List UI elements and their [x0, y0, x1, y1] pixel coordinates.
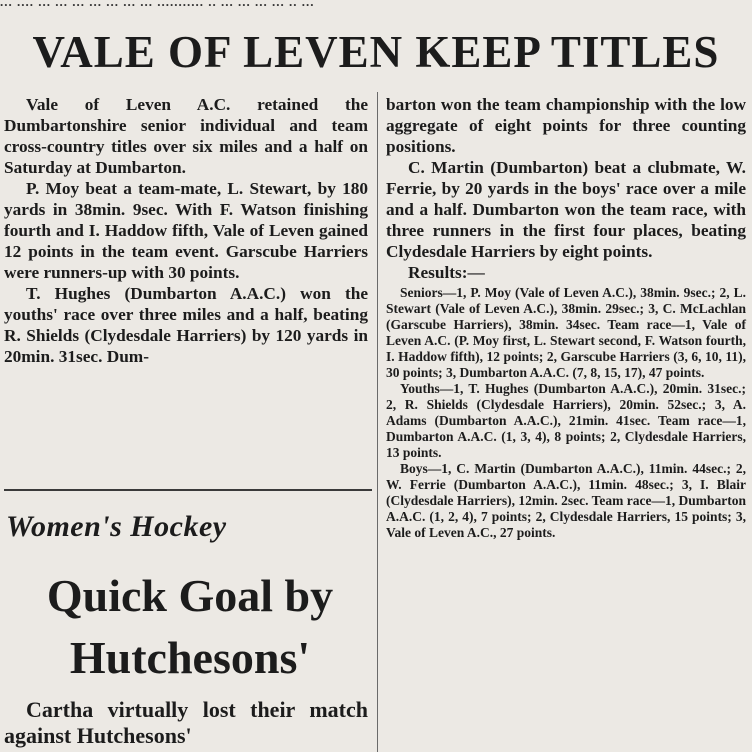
article-paragraph: P. Moy beat a team-mate, L. Stewart, by 180 yards in 38min. 9sec. With F. Watson finishing fourth and I. Haddow fifth, Vale of Leven gained 12 points in the team event. Garscube Harriers were runners-up with 30 points. [4, 179, 368, 282]
right-column [386, 94, 746, 541]
results-seniors: Seniors—1, P. Moy (Vale of Leven A.C.), 38min. 9sec.; 2, L. Stewart (Vale of Leven A.C.), 38min. 29sec.; 3, C. McLachlan (Garscube Harriers), 38min. 34sec. Team race—1, Vale of Leven A.C. (P. Moy first, L. Stewart second, F. Watson fourth, I. Haddow fifth), 12 points; 2, Garscube Harriers (3, 6, 10, 11), 30 points; 3, Dumbarton A.A.C. (7, 8, 15, 17), 47 points. [386, 285, 746, 380]
headline: VALE OF LEVEN KEEP TITLES [32, 27, 720, 77]
left-column [4, 94, 368, 367]
article-paragraph: C. Martin (Dumbarton) beat a clubmate, W. Ferrie, by 20 yards in the boys' race over a mile and a half. Dumbarton won the team race, with three runners in the first four places, beating Clydesdale Harriers by eight points. [386, 158, 746, 261]
section-divider [4, 489, 372, 491]
subheadline-line-2: Hutchesons' [69, 632, 311, 683]
section-title: Women's Hockey [6, 510, 227, 543]
article-paragraph: Vale of Leven A.C. retained the Dumbartonshire senior individual and team cross-country titles over six miles and a half on Saturday at Dumbarton. [4, 95, 368, 177]
cut-off-top-text: ... .... ... ... ... ... ... ... ... ........... .. ... ... ... ... .. ... [0, 0, 315, 9]
column-divider [377, 92, 378, 752]
subheadline-line-1: Quick Goal by [46, 570, 334, 621]
lead-paragraph: Cartha virtually lost their match against Hutchesons' [4, 697, 368, 748]
results-youths: Youths—1, T. Hughes (Dumbarton A.A.C.), 20min. 31sec.; 2, R. Shields (Clydesdale Harriers), 20min. 52sec.; 3, A. Adams (Dumbarton A.A.C.), 21min. 41sec. Team race—1, Dumbarton A.A.C. (1, 3, 4), 8 points; 2, Clydesdale Harriers, 13 points. [386, 381, 746, 460]
article-paragraph: barton won the team championship with the low aggregate of eight points for three counting positions. [386, 95, 746, 156]
article-paragraph: T. Hughes (Dumbarton A.A.C.) won the youths' race over three miles and a half, beating R. Shields (Clydesdale Harriers) by 120 yards in 20min. 31sec. Dum- [4, 284, 368, 366]
results-heading: Results:— [408, 263, 485, 282]
results-list [386, 285, 746, 541]
results-boys: Boys—1, C. Martin (Dumbarton A.A.C.), 11min. 44sec.; 2, W. Ferrie (Dumbarton A.A.C.), 11min. 48sec.; 3, I. Blair (Clydesdale Harriers), 12min. 2sec. Team race—1, Dumbarton A.A.C. (1, 2, 4), 7 points; 2, Clydesdale Harriers, 15 points; 3, Vale of Leven A.C., 27 points. [386, 461, 746, 540]
lead-paragraph-container [4, 697, 368, 749]
